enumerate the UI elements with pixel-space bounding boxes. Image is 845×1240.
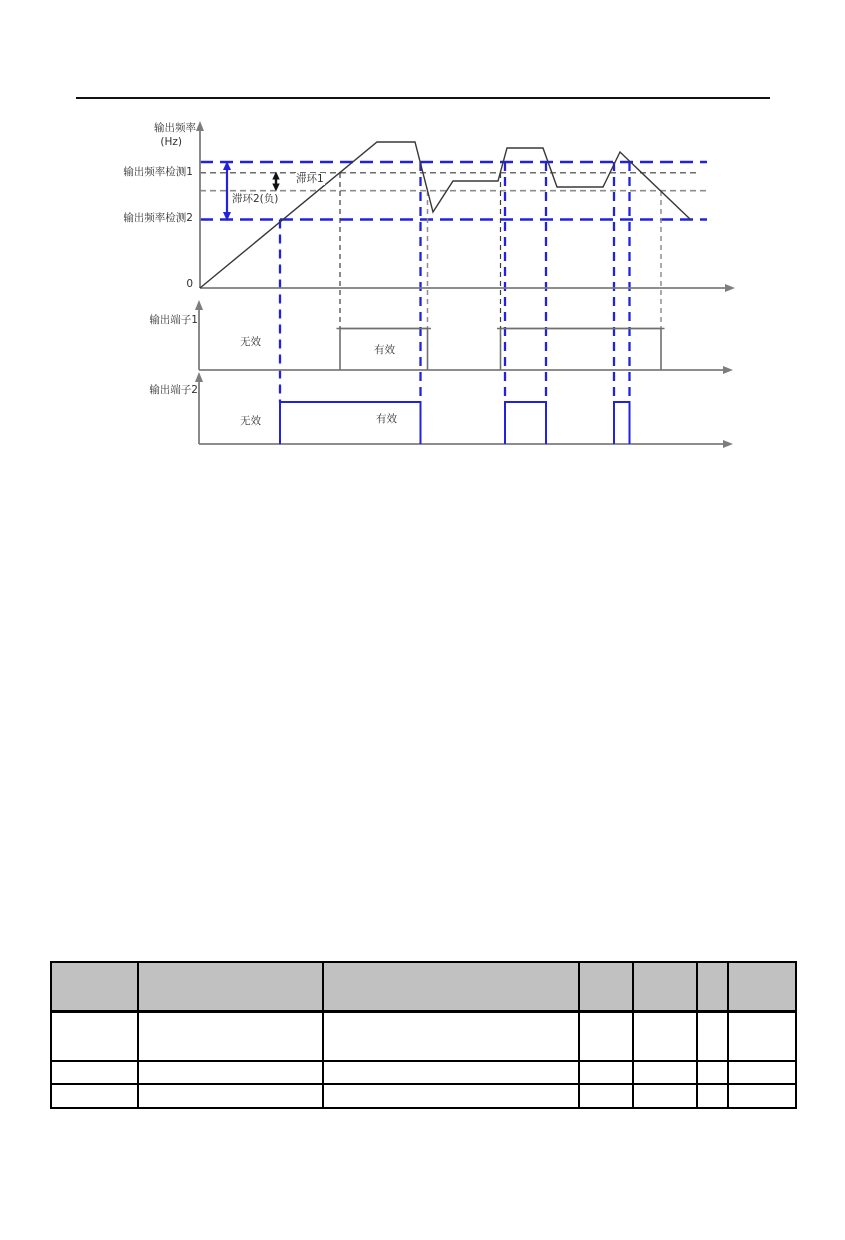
table-cell [728,1012,796,1062]
table-header-row [51,962,796,1012]
table-cell [138,1012,323,1062]
table-cell [138,1061,323,1084]
table-cell [51,1012,138,1062]
table-cell [579,1061,633,1084]
table-cell [323,1084,579,1108]
table-cell [697,1012,728,1062]
table-cell [728,1084,796,1108]
terminal1-active: 有效 [374,344,395,356]
terminal2-axes [195,372,733,448]
hysteresis1-arrow [272,172,279,192]
table-row [51,1084,796,1108]
terminal2-label: 输出端子2 [149,384,198,396]
table-header-cell [51,962,138,1012]
table-header-cell [579,962,633,1012]
terminal1-axes [195,300,733,374]
output-frequency-curve [200,142,691,288]
terminal1-label: 输出端子1 [149,314,198,326]
table-cell [697,1084,728,1108]
table-header-cell [728,962,796,1012]
frequency-detection-diagram [0,0,845,470]
table-cell [138,1084,323,1108]
table-cell [323,1061,579,1084]
terminal1-inactive: 无效 [240,336,261,348]
parameter-table [50,961,797,1109]
table-header-cell [633,962,697,1012]
event-lines-blue [280,162,630,402]
terminal2-inactive: 无效 [240,415,261,427]
table-cell [579,1084,633,1108]
table-cell [633,1012,697,1062]
freq-axis-unit: (Hz) [160,136,182,148]
table-cell [51,1061,138,1084]
table-header-cell [323,962,579,1012]
table-header-cell [138,962,323,1012]
table-cell [579,1012,633,1062]
hysteresis2-label: 滞环2(负) [232,193,279,205]
table-cell [633,1084,697,1108]
table-cell [728,1061,796,1084]
table-row [51,1012,796,1062]
frequency-axes [196,121,735,292]
terminal2-active: 有效 [376,413,397,425]
origin-label: 0 [186,278,193,290]
hysteresis1-label: 滞环1 [296,173,324,185]
detect2-label: 输出频率检测2 [123,212,193,224]
detect1-label: 输出频率检测1 [123,166,193,178]
table-cell [323,1012,579,1062]
freq-axis-title: 输出频率 [154,122,196,134]
table-cell [51,1084,138,1108]
table-row [51,1061,796,1084]
table-cell [697,1061,728,1084]
terminal2-pulses [280,402,630,444]
table-header-cell [697,962,728,1012]
table-cell [633,1061,697,1084]
